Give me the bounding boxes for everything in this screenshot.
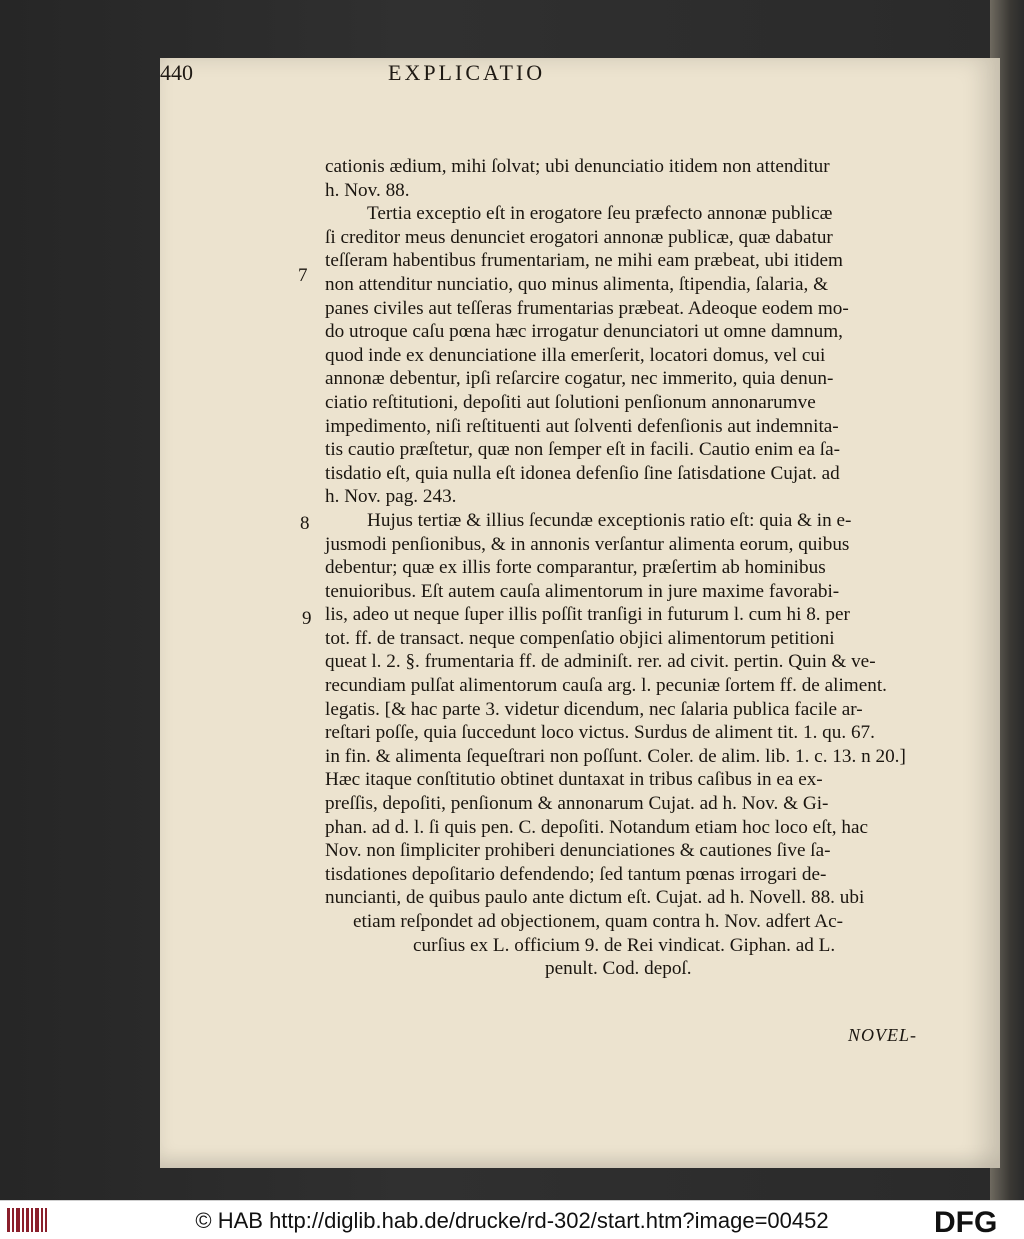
text-line: reſtari poſſe, quia ſuccedunt loco victus. Surdus de aliment tit. 1. qu. 67.: [325, 722, 875, 744]
text-line: legatis. [& hac parte 3. videtur dicendum, nec ſalaria publica facile ar-: [325, 698, 863, 720]
text-line: lis, adeo ut neque ſuper illis poſſit tranſigi in futurum l. cum hi 8. per: [325, 604, 850, 626]
text-line: debentur; quæ ex illis forte comparantur, præſertim ab hominibus: [325, 557, 826, 579]
text-line: penult. Cod. depoſ.: [545, 958, 692, 980]
text-line: panes civiles aut teſſeras frumentarias præbeat. Adeoque eodem mo-: [325, 297, 849, 319]
text-line: quod inde ex denunciatione illa emerſerit, locatori domus, vel cui: [325, 344, 826, 366]
text-line: curſius ex L. officium 9. de Rei vindicat. Giphan. ad L.: [413, 934, 836, 956]
text-line: non attenditur nunciatio, quo minus alimenta, ſtipendia, ſalaria, &: [325, 273, 829, 295]
text-line: in fin. & alimenta ſequeſtrari non poſſunt. Coler. de alim. lib. 1. c. 13. n 20.]: [325, 745, 906, 767]
text-line: tot. ff. de transact. neque compenſatio objici alimentorum petitioni: [325, 627, 835, 649]
text-line: cationis ædium, mihi ſolvat; ubi denunciatio itidem non attenditur: [325, 156, 830, 177]
text-line: tisdationes depoſitario defendendo; ſed tantum pœnas irrogari de-: [325, 863, 827, 885]
running-head: EXPLICATIO: [388, 60, 546, 85]
margin-number-7: 7: [298, 265, 308, 286]
text-line: Hujus tertiæ & illius ſecundæ exceptionis ratio eſt: quia & in e-: [367, 509, 852, 531]
text-line: annonæ debentur, ipſi reſarcire cogatur, nec immerito, quia denun-: [325, 368, 834, 390]
dfg-logo-text: DFG: [934, 1206, 998, 1236]
text-line: tisdatio eſt, quia nulla eſt idonea defenſio ſine ſatisdatione Cujat. ad: [325, 462, 840, 484]
text-line: nuncianti, de quibus paulo ante dictum eſt. Cujat. ad h. Novell. 88. ubi: [325, 887, 865, 909]
text-line: phan. ad d. l. ſi quis pen. C. depoſiti. Notandum etiam hoc loco eſt, hac: [325, 816, 869, 838]
page-number: 440: [160, 60, 193, 85]
text-line: recundiam pulſat alimentorum cauſa arg. l. pecuniæ ſortem ff. de aliment.: [325, 675, 887, 697]
catchword: NOVEL-: [848, 1025, 917, 1045]
text-line: ſi creditor meus denunciet erogatori annonæ publicæ, quæ dabatur: [325, 226, 833, 248]
body-text: [325, 155, 935, 981]
page-header: [160, 60, 660, 100]
text-line: tis cautio præſtetur, quæ non ſemper eſt in facili. Cautio enim ea ſa-: [325, 439, 841, 461]
text-line: h. Nov. 88.: [325, 179, 410, 201]
text-line: do utroque caſu pœna hæc irrogatur denunciatori ut omne damnum,: [325, 321, 843, 343]
margin-number-9: 9: [302, 608, 312, 629]
text-line: preſſis, depoſiti, penſionum & annonarum Cujat. ad h. Nov. & Gi-: [325, 793, 829, 815]
text-line: teſſeram habentibus frumentariam, ne mihi eam præbeat, ubi itidem: [325, 250, 843, 272]
text-line: Tertia exceptio eſt in erogatore ſeu præfecto annonæ publicæ: [367, 203, 833, 225]
text-line: tenuioribus. Eſt autem cauſa alimentorum in jure maxime favorabi-: [325, 580, 840, 602]
text-line: jusmodi penſionibus, & in annonis verſantur alimenta eorum, quibus: [325, 533, 850, 555]
dfg-logo: [932, 1204, 1020, 1236]
text-line: queat l. 2. §. frumentaria ff. de adminiſt. rer. ad civit. pertin. Quin & ve-: [325, 651, 876, 673]
text-line: h. Nov. pag. 243.: [325, 486, 457, 508]
text-line: ciatio reſtitutioni, depoſiti aut ſolutioni penſionum annonarumve: [325, 391, 816, 413]
text-line: etiam reſpondet ad objectionem, quam contra h. Nov. adfert Ac-: [353, 911, 843, 932]
text-line: impedimento, niſi reſtituenti aut ſolventi defenſionis aut indemnita-: [325, 415, 839, 437]
text-line: Hæc itaque conſtitutio obtinet duntaxat in tribus caſibus in ea ex-: [325, 769, 823, 791]
margin-number-8: 8: [300, 513, 310, 534]
text-line: Nov. non ſimpliciter prohiberi denunciationes & cautiones ſive ſa-: [325, 840, 831, 862]
footer-bar: [0, 1200, 1024, 1239]
attribution-link[interactable]: © HAB http://diglib.hab.de/drucke/rd-302/start.htm?image=00452: [195, 1208, 829, 1233]
